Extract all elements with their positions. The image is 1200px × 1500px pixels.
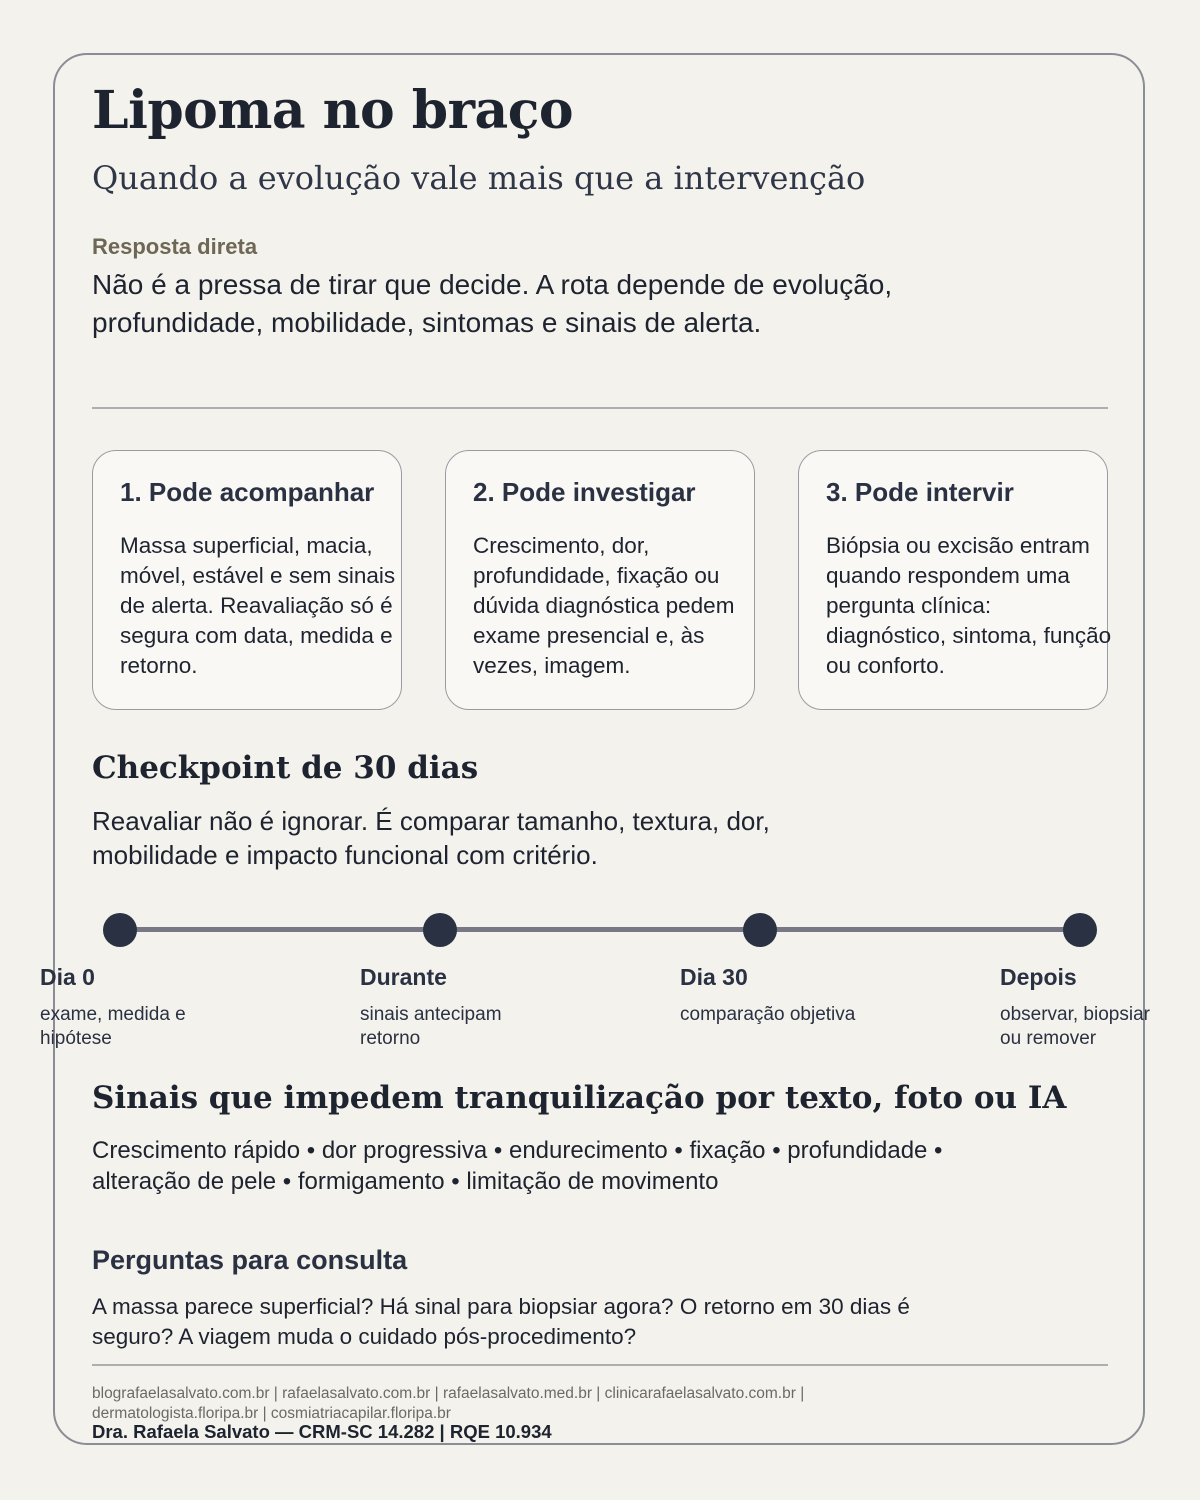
answer-text: Não é a pressa de tirar que decide. A rota depende de evolução, profundidade, mobilidade, sintomas e sinais de alerta. [92, 269, 893, 338]
timeline-step-desc: sinais antecipam retorno [360, 1004, 502, 1049]
card-investigar [445, 450, 755, 710]
timeline-dot [743, 913, 777, 947]
card-intervir [798, 450, 1112, 710]
card-body: Massa superficial, macia, móvel, estável e sem sinais de alerta. Reavaliação só é segura com data, medida e retorno. [120, 533, 396, 678]
card-body: Crescimento, dor, profundidade, fixação ou dúvida diagnóstica pedem exame presencial e, às vezes, imagem. [473, 533, 735, 678]
timeline-dot [103, 913, 137, 947]
card-title: 3. Pode intervir [826, 477, 1014, 507]
timeline-step-desc: exame, medida e hipótese [40, 1004, 186, 1049]
timeline-dot [1063, 913, 1097, 947]
checkpoint-title: Checkpoint de 30 dias [92, 750, 479, 786]
signs-text: Crescimento rápido • dor progressiva • endurecimento • fixação • profundidade • alteração de pele • formigamento • limitação de movimento [92, 1137, 943, 1195]
page-subtitle: Quando a evolução vale mais que a intervenção [92, 159, 866, 197]
footer-signature: Dra. Rafaela Salvato — CRM-SC 14.282 | RQE 10.934 [92, 1421, 552, 1442]
card-acompanhar [92, 450, 402, 710]
answer-kicker: Resposta direta [92, 234, 258, 259]
page-title: Lipoma no braço [92, 80, 574, 141]
timeline-step-desc: observar, biopsiar ou remover [1000, 1004, 1150, 1049]
timeline-line [120, 927, 1080, 932]
card-title: 2. Pode investigar [473, 477, 696, 507]
timeline-step-label: Dia 0 [40, 964, 95, 990]
checkpoint-text: Reavaliar não é ignorar. É comparar tamanho, textura, dor, mobilidade e impacto funcional com critério. [92, 806, 770, 870]
timeline-step-label: Durante [360, 964, 447, 990]
card-title: 1. Pode acompanhar [120, 477, 375, 507]
footer-divider [92, 1364, 1108, 1366]
timeline-dot [423, 913, 457, 947]
divider [92, 407, 1108, 409]
timeline-step-label: Depois [1000, 964, 1077, 990]
questions-text: A massa parece superficial? Há sinal para biopsiar agora? O retorno em 30 dias é seguro? A viagem muda o cuidado pós-procedimento? [92, 1294, 910, 1349]
timeline-step-desc: comparação objetiva [680, 1004, 856, 1025]
questions-title: Perguntas para consulta [92, 1245, 408, 1275]
signs-title: Sinais que impedem tranquilização por texto, foto ou IA [92, 1080, 1067, 1116]
footer-links: blografaelasalvato.com.br | rafaelasalvato.com.br | rafaelasalvato.med.br | clinicarafaelasalvato.com.br | dermatologista.floripa.br | cosmiatriacapilar.floripa.br [92, 1385, 805, 1422]
card-body: Biópsia ou excisão entram quando respondem uma pergunta clínica: diagnóstico, sintoma, função ou conforto. [826, 533, 1112, 678]
timeline-step-label: Dia 30 [680, 964, 748, 990]
